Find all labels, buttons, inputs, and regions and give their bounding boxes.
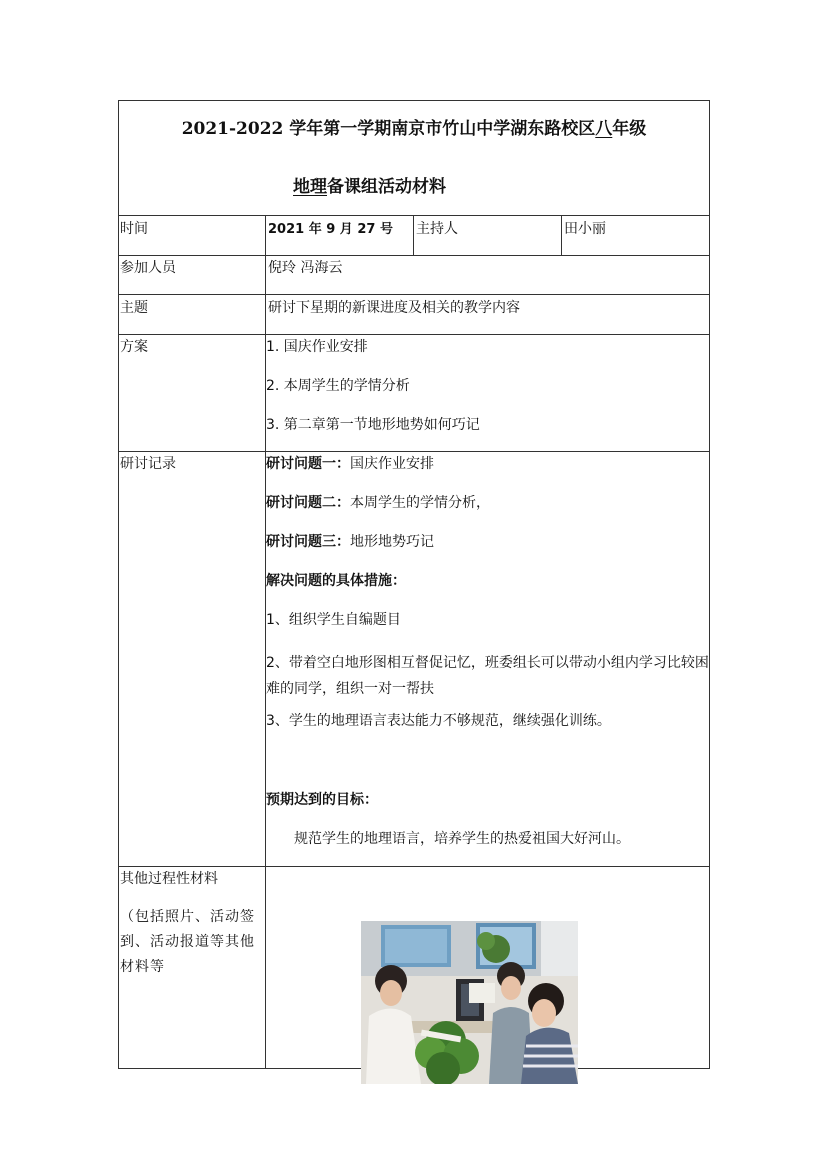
discussion-question-3 <box>266 533 434 551</box>
question-text: 本周学生的学情分析， <box>350 495 490 511</box>
participants-value: 倪玲 冯海云 <box>268 260 343 276</box>
question-label: 研讨问题一： <box>266 456 350 472</box>
plan-item: 1. 国庆作业安排 <box>266 339 368 355</box>
time-value: 2021 年 9 月 27 号 <box>268 222 393 237</box>
title-school-text: 2021-2022 学年第一学期南京市竹山中学湖东路校区 <box>181 119 596 139</box>
question-text: 国庆作业安排 <box>350 456 434 472</box>
table-divider <box>118 215 710 216</box>
host-value: 田小丽 <box>564 221 606 237</box>
table-column-divider <box>561 215 562 255</box>
table-column-divider <box>413 215 414 255</box>
time-label: 时间 <box>120 221 148 237</box>
measure-item: 1、组织学生自编题目 <box>266 612 401 628</box>
participants-label: 参加人员 <box>120 260 176 276</box>
other-materials-note: （包括照片、活动签到、活动报道等其他材料等 <box>120 909 255 975</box>
table-divider <box>118 255 710 256</box>
discussion-question-2 <box>266 494 490 512</box>
title-activity-text: 备课组活动材料 <box>327 177 446 197</box>
table-border-left <box>118 100 119 1069</box>
activity-photo-drawing <box>361 921 578 1084</box>
question-label: 研讨问题三： <box>266 534 350 550</box>
host-label: 主持人 <box>416 221 458 237</box>
table-divider <box>118 866 710 867</box>
other-materials-label: 其他过程性材料 <box>120 871 218 887</box>
question-text: 地形地势巧记 <box>350 534 434 550</box>
discussion-question-1 <box>266 455 434 473</box>
table-border-right <box>709 100 710 1069</box>
table-border-top <box>118 100 710 101</box>
measures-heading: 解决问题的具体措施： <box>266 573 406 589</box>
goal-text: 规范学生的地理语言，培养学生的热爱祖国大好河山。 <box>294 831 630 847</box>
record-label: 研讨记录 <box>120 456 176 472</box>
measure-item: 3、学生的地理语言表达能力不够规范，继续强化训练。 <box>266 713 611 729</box>
plan-item: 2. 本周学生的学情分析 <box>266 378 410 394</box>
title-grade: 八 <box>595 119 613 139</box>
title-grade-suffix: 年级 <box>612 119 647 139</box>
title-subject: 地理 <box>293 177 327 197</box>
document-title-line1 <box>118 114 710 139</box>
topic-value: 研讨下星期的新课进度及相关的教学内容 <box>268 300 520 316</box>
measure-item: 2、带着空白地形图相互督促记忆，班委组长可以带动小组内学习比较困难的同学，组织一对一帮扶 <box>266 655 709 697</box>
plan-item: 3. 第二章第一节地形地势如何巧记 <box>266 417 480 433</box>
table-divider <box>118 334 710 335</box>
topic-label: 主题 <box>120 300 148 316</box>
table-divider <box>118 451 710 452</box>
question-label: 研讨问题二： <box>266 495 350 511</box>
document-title-line2 <box>293 172 446 197</box>
plan-label: 方案 <box>120 339 148 355</box>
table-divider <box>118 294 710 295</box>
goal-heading: 预期达到的目标： <box>266 792 378 808</box>
activity-photo <box>361 921 578 1084</box>
